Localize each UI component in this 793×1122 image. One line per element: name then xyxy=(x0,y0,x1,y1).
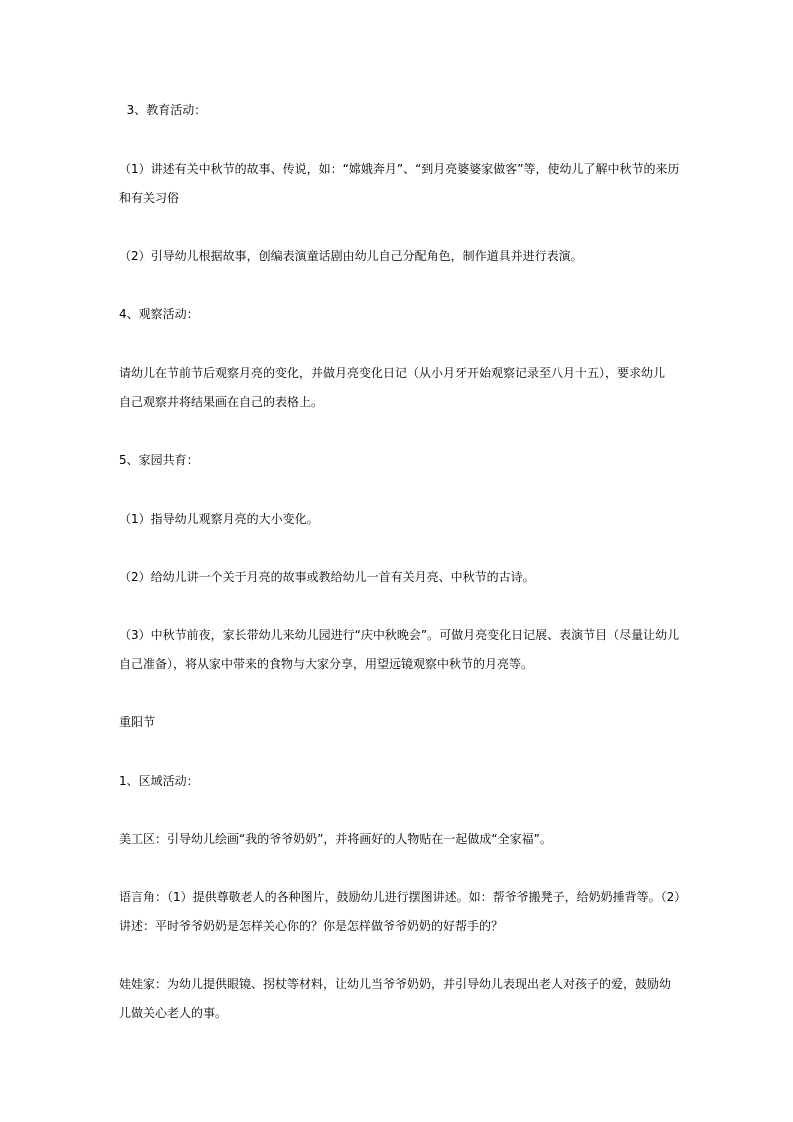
text-line: （1）讲述有关中秋节的故事、传说，如：“嫦娥奔月”、“到月亮婆婆家做客”等，使幼儿了解中秋节的来历 xyxy=(119,162,680,176)
text-line: 儿做关心老人的事。 xyxy=(119,1006,228,1020)
text-line: 请幼儿在节前节后观察月亮的变化，并做月亮变化日记（从小月牙开始观察记录至八月十五），要求幼儿 xyxy=(119,366,666,380)
heading-home-school xyxy=(119,446,679,475)
text-line: 和有关习俗 xyxy=(119,191,180,205)
text-line: 5、家园共育： xyxy=(119,453,199,467)
text-line: 讲述：平时爷爷奶奶是怎样关心你的？你是怎样做爷爷奶奶的好帮手的？ xyxy=(119,919,504,933)
paragraph-home-school-2 xyxy=(119,563,679,592)
section-title-double-ninth xyxy=(119,708,679,737)
paragraph-education-2 xyxy=(119,242,679,271)
text-line: 美工区：引导幼儿绘画“我的爷爷奶奶”，并将画好的人物贴在一起做成“全家福”。 xyxy=(119,832,552,846)
text-line: 重阳节 xyxy=(119,715,156,729)
text-line: 自己准备），将从家中带来的食物与大家分享，用望远镜观察中秋节的月亮等。 xyxy=(119,657,534,671)
paragraph-language-corner xyxy=(119,883,687,941)
text-line: （1）指导幼儿观察月亮的大小变化。 xyxy=(119,512,319,526)
text-line: （3）中秋节前夜，家长带幼儿来幼儿园进行“庆中秋晚会”。可做月亮变化日记展、表演节目（尽量让幼儿 xyxy=(119,628,680,642)
text-line: 3、教育活动： xyxy=(119,103,207,117)
text-line: （2）给幼儿讲一个关于月亮的故事或教给幼儿一首有关月亮、中秋节的古诗。 xyxy=(119,570,535,584)
paragraph-art-area xyxy=(119,825,679,854)
text-line: 语言角：（1）提供尊敬老人的各种图片，鼓励幼儿进行摆图讲述。如：帮爷爷搬凳子，给奶奶捶背等。（2） xyxy=(119,890,687,904)
paragraph-education-1 xyxy=(119,155,679,213)
heading-observation-activity xyxy=(119,300,679,329)
text-line: 4、观察活动： xyxy=(119,307,199,321)
text-line: 1、区域活动： xyxy=(119,774,199,788)
paragraph-doll-house xyxy=(119,970,679,1028)
heading-education-activity xyxy=(119,96,679,125)
paragraph-home-school-3 xyxy=(119,621,679,679)
paragraph-home-school-1 xyxy=(119,505,679,534)
heading-area-activity xyxy=(119,767,679,796)
text-line: （2）引导幼儿根据故事，创编表演童话剧由幼儿自己分配角色，制作道具并进行表演。 xyxy=(119,249,583,263)
text-line: 娃娃家：为幼儿提供眼镜、拐杖等材料，让幼儿当爷爷奶奶，并引导幼儿表现出老人对孩子的爱，鼓励幼 xyxy=(119,977,672,991)
paragraph-observation xyxy=(119,359,679,417)
text-line: 自己观察并将结果画在自己的表格上。 xyxy=(119,395,324,409)
